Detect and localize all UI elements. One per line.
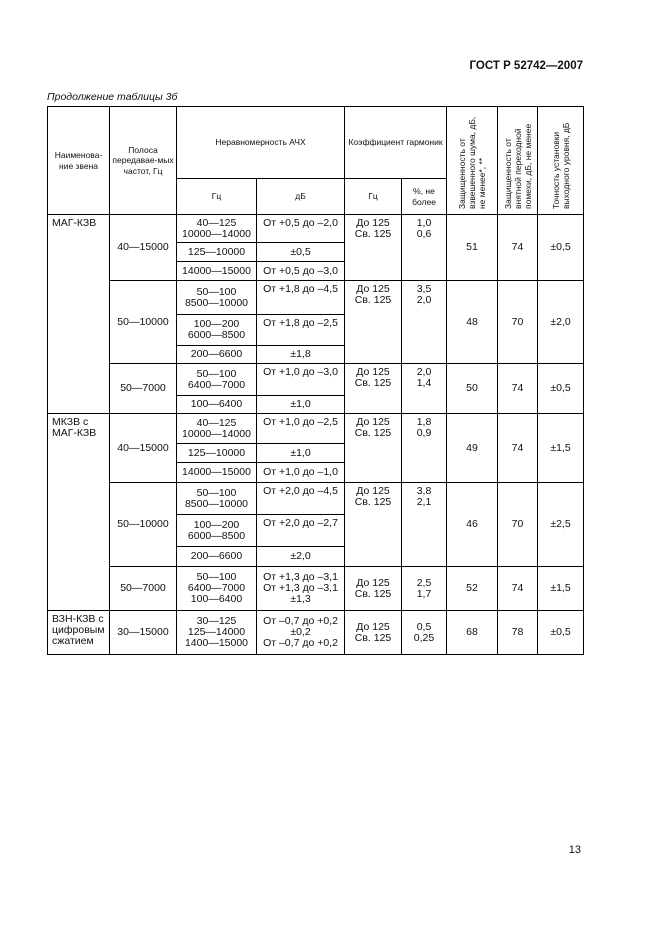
table-row — [48, 414, 584, 444]
table-row — [48, 567, 584, 611]
flat-db-cell: От –0,7 до +0,2 ±0,2 От –0,7 до +0,2 — [257, 611, 345, 655]
interference-cell: 70 — [498, 281, 538, 364]
band-cell: 50—7000 — [110, 364, 177, 414]
table-row — [48, 364, 584, 396]
group-name: МКЗВ с МАГ-КЗВ — [48, 414, 110, 611]
flat-db-cell: От +1,0 до –1,0 — [257, 463, 345, 483]
harm-pct-cell: 1,8 0,9 — [402, 414, 447, 483]
flat-db-cell: От +1,0 до –3,0 — [257, 364, 345, 396]
flat-hz-cell: 200—6600 — [177, 346, 257, 364]
flat-hz-cell: 200—6600 — [177, 547, 257, 567]
harm-hz-cell: До 125 Св. 125 — [345, 483, 402, 567]
harm-pct-cell: 1,0 0,6 — [402, 215, 447, 281]
band-cell: 30—15000 — [110, 611, 177, 655]
flat-hz-cell: 40—125 10000—14000 — [177, 414, 257, 444]
interference-cell: 74 — [498, 414, 538, 483]
col-header-accuracy: Точность установки выходного уровня, дБ — [538, 107, 584, 215]
noise-cell: 50 — [447, 364, 498, 414]
page-number: 13 — [568, 844, 581, 856]
col-header-name: Наименова-ние звена — [48, 107, 110, 215]
noise-cell: 48 — [447, 281, 498, 364]
flat-db-cell: От +0,5 до –2,0 — [257, 215, 345, 243]
flat-db-cell: От +1,3 до –3,1 От +1,3 до –3,1 ±1,3 — [257, 567, 345, 611]
col-header-flat-db: дБ — [257, 179, 345, 215]
accuracy-cell: ±0,5 — [538, 215, 584, 281]
band-cell: 40—15000 — [110, 414, 177, 483]
flat-hz-cell: 30—125 125—14000 1400—15000 — [177, 611, 257, 655]
interference-cell: 74 — [498, 364, 538, 414]
flat-hz-cell: 100—6400 — [177, 396, 257, 414]
flat-db-cell: ±1,0 — [257, 396, 345, 414]
harm-hz-cell: До 125 Св. 125 — [345, 611, 402, 655]
flat-hz-cell: 50—100 8500—10000 — [177, 483, 257, 515]
interference-cell: 74 — [498, 215, 538, 281]
accuracy-cell: ±0,5 — [538, 364, 584, 414]
noise-cell: 68 — [447, 611, 498, 655]
harm-pct-cell: 0,5 0,25 — [402, 611, 447, 655]
flat-db-cell: От +1,0 до –2,5 — [257, 414, 345, 444]
band-cell: 50—10000 — [110, 483, 177, 567]
harm-hz-cell: До 125 Св. 125 — [345, 567, 402, 611]
flat-hz-cell: 125—10000 — [177, 444, 257, 463]
harm-hz-cell: До 125 Св. 125 — [345, 414, 402, 483]
flat-db-cell: ±0,5 — [257, 243, 345, 262]
col-header-harm-pct: %, не более — [402, 179, 447, 215]
group-name: ВЗН-КЗВ с цифровым сжатием — [48, 611, 110, 655]
col-header-noise: Защищенность от взвешенного шума, дБ, не менее*, ** — [447, 107, 498, 215]
flat-db-cell: От +1,8 до –2,5 — [257, 315, 345, 346]
interference-cell: 78 — [498, 611, 538, 655]
flat-db-cell: ±1,0 — [257, 444, 345, 463]
harm-hz-cell: До 125 Св. 125 — [345, 364, 402, 414]
accuracy-cell: ±2,5 — [538, 483, 584, 567]
harm-hz-cell: До 125 Св. 125 — [345, 215, 402, 281]
table-row — [48, 611, 584, 655]
band-cell: 50—7000 — [110, 567, 177, 611]
noise-cell: 46 — [447, 483, 498, 567]
flat-hz-cell: 14000—15000 — [177, 463, 257, 483]
accuracy-cell: ±1,5 — [538, 414, 584, 483]
table-row — [48, 215, 584, 243]
noise-cell: 52 — [447, 567, 498, 611]
table-caption: Продолжение таблицы 3б — [47, 91, 178, 103]
flat-hz-cell: 50—100 6400—7000 — [177, 364, 257, 396]
standard-number: ГОСТ Р 52742—2007 — [469, 60, 583, 72]
band-cell: 40—15000 — [110, 215, 177, 281]
col-header-flat-hz: Гц — [177, 179, 257, 215]
flat-db-cell: От +2,0 до –2,7 — [257, 515, 345, 547]
flat-hz-cell: 100—200 6000—8500 — [177, 515, 257, 547]
col-header-band: Полоса передавае-мых частот, Гц — [110, 107, 177, 215]
flat-hz-cell: 50—100 6400—7000 100—6400 — [177, 567, 257, 611]
band-cell: 50—10000 — [110, 281, 177, 364]
accuracy-cell: ±0,5 — [538, 611, 584, 655]
accuracy-cell: ±2,0 — [538, 281, 584, 364]
flat-db-cell: ±2,0 — [257, 547, 345, 567]
flat-db-cell: ±1,8 — [257, 346, 345, 364]
harm-pct-cell: 2,0 1,4 — [402, 364, 447, 414]
harm-pct-cell: 3,5 2,0 — [402, 281, 447, 364]
col-header-harmonic: Коэффициент гармоник — [345, 107, 447, 179]
flat-hz-cell: 14000—15000 — [177, 262, 257, 281]
col-header-interference: Защищенность от внятной переходной помехи, дБ, не менее — [498, 107, 538, 215]
flat-hz-cell: 50—100 8500—10000 — [177, 281, 257, 315]
accuracy-cell: ±1,5 — [538, 567, 584, 611]
harm-pct-cell: 3,8 2,1 — [402, 483, 447, 567]
table-row — [48, 483, 584, 515]
harm-hz-cell: До 125 Св. 125 — [345, 281, 402, 364]
harm-pct-cell: 2,5 1,7 — [402, 567, 447, 611]
col-header-flatness: Неравномерность АЧХ — [177, 107, 345, 179]
flat-hz-cell: 100—200 6000—8500 — [177, 315, 257, 346]
flat-hz-cell: 40—125 10000—14000 — [177, 215, 257, 243]
interference-cell: 74 — [498, 567, 538, 611]
noise-cell: 49 — [447, 414, 498, 483]
flat-db-cell: От +0,5 до –3,0 — [257, 262, 345, 281]
group-name: МАГ-КЗВ — [48, 215, 110, 414]
noise-cell: 51 — [447, 215, 498, 281]
interference-cell: 70 — [498, 483, 538, 567]
flat-db-cell: От +1,8 до –4,5 — [257, 281, 345, 315]
flat-hz-cell: 125—10000 — [177, 243, 257, 262]
col-header-harm-hz: Гц — [345, 179, 402, 215]
table-row — [48, 281, 584, 315]
flat-db-cell: От +2,0 до –4,5 — [257, 483, 345, 515]
spec-table — [47, 106, 584, 655]
